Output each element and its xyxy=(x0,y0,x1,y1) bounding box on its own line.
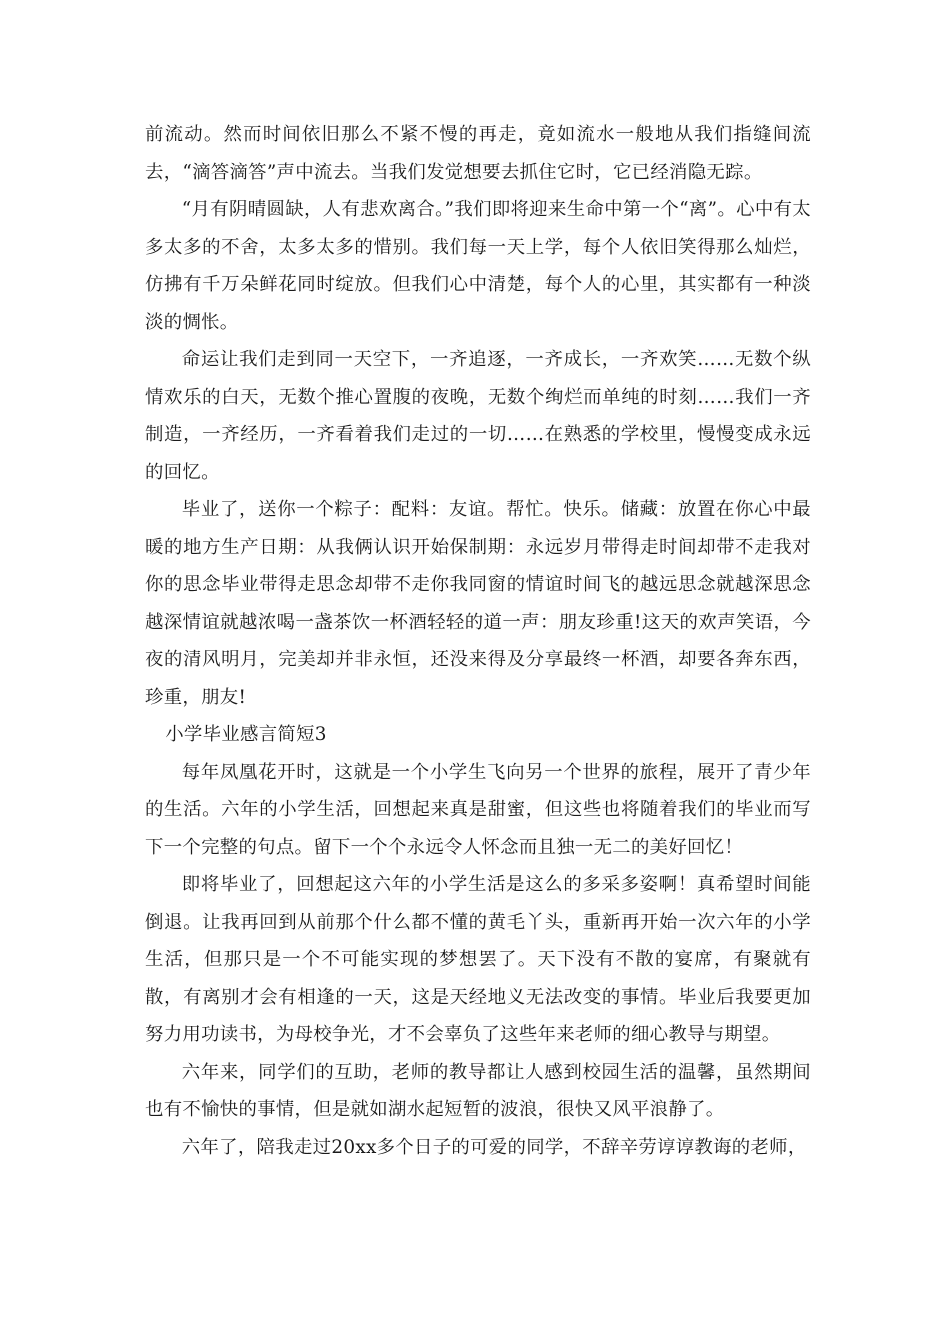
paragraph: 每年凤凰花开时，这就是一个小学生飞向另一个世界的旅程，展开了青少年的生活。六年的小学生活，回想起来真是甜蜜，但这些也将随着我们的毕业而写下一个完整的句点。留下一个个永远令人怀念而且独一无二的美好回忆！ xyxy=(145,761,811,858)
paragraph: 毕业了，送你一个粽子：配料：友谊。帮忙。快乐。储藏：放置在你心中最暖的地方生产日期：从我俩认识开始保制期：永远岁月带得走时间却带不走我对你的思念毕业带得走思念却带不走你我同窗的情谊时间飞的越远思念就越深思念越深情谊就越浓喝一盏茶饮一杯酒轻轻的道一声：朋友珍重!这天的欢声笑语，今夜的清风明月，完美却并非永恒，还没来得及分享最终一杯酒，却要各奔东西，珍重，朋友! xyxy=(145,499,811,708)
paragraph: 命运让我们走到同一天空下，一齐追逐，一齐成长，一齐欢笑……无数个纵情欢乐的白天，无数个推心置腹的夜晚，无数个绚烂而单纯的时刻……我们一齐制造，一齐经历，一齐看着我们走过的一切……在熟悉的学校里，慢慢变成永远的回忆。 xyxy=(145,349,811,483)
section-heading: 小学毕业感言简短3 xyxy=(165,724,327,745)
paragraph-continuation: 前流动。然而时间依旧那么不紧不慢的再走，竟如流水一般地从我们指缝间流去，“滴答滴答”声中流去。当我们发觉想要去抓住它时，它已经消隐无踪。 xyxy=(145,124,811,183)
document-body xyxy=(145,116,811,1166)
paragraph: 即将毕业了，回想起这六年的小学生活是这么的多采多姿啊！真希望时间能倒退。让我再回到从前那个什么都不懂的黄毛丫头，重新再开始一次六年的小学生活，但那只是一个不可能实现的梦想罢了。天下没有不散的宴席，有聚就有散，有离别才会有相逢的一天，这是天经地义无法改变的事情。毕业后我要更加努力用功读书，为母校争光，才不会辜负了这些年来老师的细心教导与期望。 xyxy=(145,874,811,1045)
paragraph: 六年来，同学们的互助，老师的教导都让人感到校园生活的温馨，虽然期间也有不愉快的事情，但是就如湖水起短暂的波浪，很快又风平浪静了。 xyxy=(145,1061,811,1120)
paragraph: 六年了，陪我走过20xx多个日子的可爱的同学，不辞辛劳谆谆教诲的老师， xyxy=(181,1136,807,1158)
paragraph: “月有阴晴圆缺，人有悲欢离合。”我们即将迎来生命中第一个“离”。心中有太多太多的不舍，太多太多的惜别。我们每一天上学，每个人依旧笑得那么灿烂，仿拂有千万朵鲜花同时绽放。但我们心中清楚，每个人的心里，其实都有一种淡淡的惆怅。 xyxy=(145,199,811,333)
